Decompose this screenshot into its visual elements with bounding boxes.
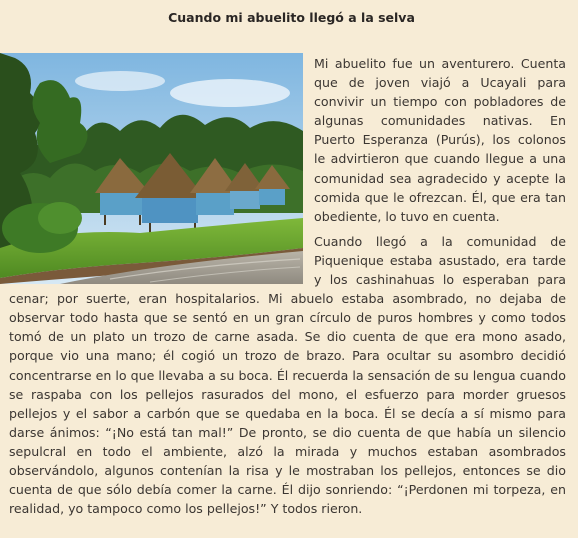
story-title: Cuando mi abuelito llegó a la selva [168, 10, 415, 25]
paragraph-1: Mi abuelito fue un aventurero. Cuenta que de joven viajó a Ucayali para convivir un tiempo con pobladores de algunas comunidades nativas. En Puerto Esperanza (Purús), los colonos le advirtieron que cuando llegue a una comunidad sea agradecido y acepte la comida que le ofrezcan. Él, que era tan obediente, lo tuvo en cuenta. [314, 56, 566, 224]
paragraph-2: Cuando llegó a la comunidad de Piquenique estaba asustado, era tarde y los cashinahuas lo esperaban para cenar; por suerte, eran hospitalarios. Mi abuelo estaba asombrado, no dejaba de observar todo hasta que se sentó en un gran círculo de puros hombres y como todos tomó de un plato un trozo de carne asada. Se dio cuenta de que era mono asado, porque vio una mano; él cogió un trozo de brazo. Para ocultar su asombro decidió concentrarse en lo que llevaba a su boca. Él recuerda la sensación de su lengua cuando se raspaba con los pellejos rasurados del mono, el esfuerzo para morder gruesos pellejos y el sabor a carbón que se quedaba en la boca. Él se decía a sí mismo para darse ánimos: “¡No está tan mal!” De pronto, se dio cuenta de que había un silencio sepulcral en todo el ambiente, alzó la mirada y muchos estaban asombrados observándolo, algunos contenían la risa y le mostraban los pellejos, entonces se dio cuenta de que sólo debía comer la carne. Él dijo sonriendo: “¡Perdonen mi torpeza, en realidad, yo tampoco como los pellejos!” Y todos rieron. [9, 233, 566, 517]
village-photo [0, 53, 303, 284]
village-illustration [0, 53, 303, 284]
